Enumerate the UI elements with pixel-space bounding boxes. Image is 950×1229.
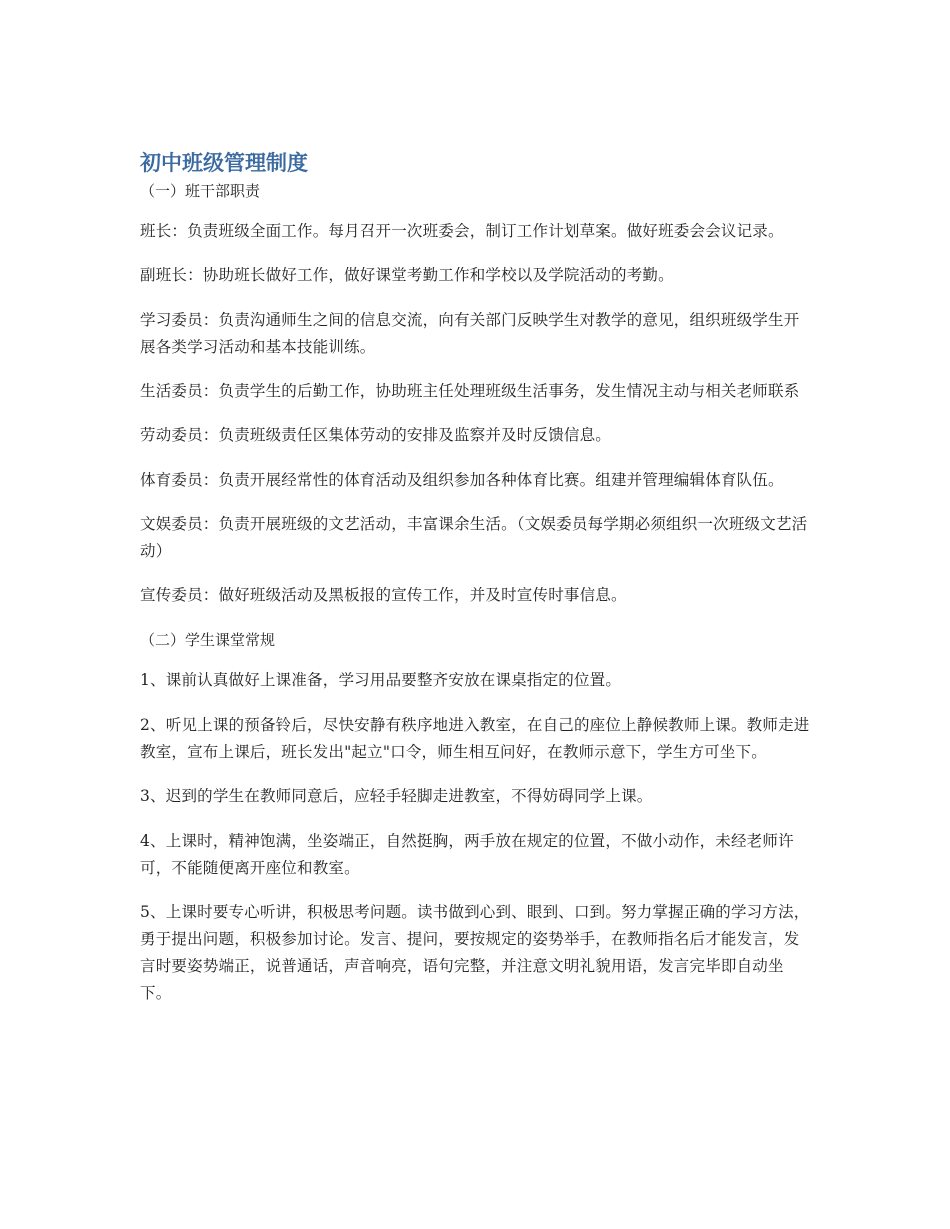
section-heading-cadre-duties: （一）班干部职责 <box>140 182 261 200</box>
paragraph-vice-monitor: 副班长：协助班长做好工作，做好课堂考勤工作和学校以及学院活动的考勤。 <box>140 266 674 284</box>
paragraph-rule-5: 5、上课时要专心听讲，积极思考问题。读书做到心到、眼到、口到。努力掌握正确的学习方法，勇于提出问题，积极参加讨论。发言、提问，要按规定的姿势举手，在教师指名后才能发言，发言时要姿势端正，说普通话，声音响亮，语句完整，并注意文明礼貌用语，发言完毕即自动坐下。 <box>140 903 810 1002</box>
paragraph-monitor: 班长：负责班级全面工作。每月召开一次班委会，制订工作计划草案。做好班委会会议记录。 <box>140 222 784 240</box>
paragraph-rule-1: 1、课前认真做好上课准备，学习用品要整齐安放在课桌指定的位置。 <box>140 671 622 689</box>
page-title: 初中班级管理制度 <box>140 151 308 175</box>
paragraph-labor-committee: 劳动委员：负责班级责任区集体劳动的安排及监察并及时反馈信息。 <box>140 426 612 444</box>
paragraph-rule-4: 4、上课时，精神饱满，坐姿端正，自然挺胸，两手放在规定的位置，不做小动作，未经老师许可，不能随便离开座位和教室。 <box>140 832 794 877</box>
paragraph-rule-2: 2、听见上课的预备铃后，尽快安静有秩序地进入教室，在自己的座位上静候教师上课。教师走进教室，宣布上课后，班长发出"起立"口令，师生相互问好，在教师示意下，学生方可坐下。 <box>140 716 810 761</box>
paragraph-entertainment-committee: 文娱委员：负责开展班级的文艺活动，丰富课余生活。（文娱委员每学期必须组织一次班级文艺活动） <box>140 515 808 560</box>
document-page <box>140 148 810 1024</box>
paragraph-publicity-committee: 宣传委员：做好班级活动及黑板报的宣传工作，并及时宣传时事信息。 <box>140 586 627 604</box>
section-heading-classroom-rules: （二）学生课堂常规 <box>140 631 276 649</box>
paragraph-rule-3: 3、迟到的学生在教师同意后，应轻手轻脚走进教室，不得妨碍同学上课。 <box>140 787 653 805</box>
paragraph-life-committee: 生活委员：负责学生的后勤工作，协助班主任处理班级生活事务，发生情况主动与相关老师联系 <box>140 382 800 400</box>
paragraph-sports-committee: 体育委员：负责开展经常性的体育活动及组织参加各种体育比赛。组建并管理编辑体育队伍。 <box>140 471 784 489</box>
paragraph-study-committee: 学习委员：负责沟通师生之间的信息交流，向有关部门反映学生对教学的意见，组织班级学生开展各类学习活动和基本技能训练。 <box>140 311 800 356</box>
